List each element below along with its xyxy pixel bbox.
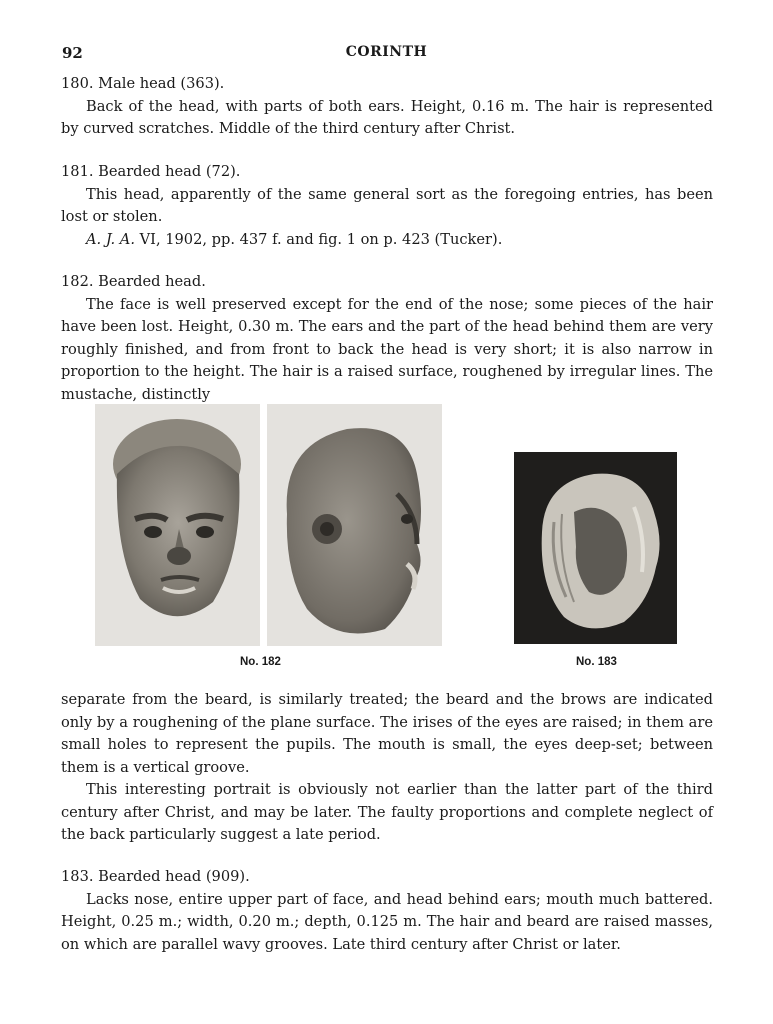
entry-183-text: Lacks nose, entire upper part of face, and head behind ears; mouth much battered. Height, 0.25 m.; width, 0.20 m.; depth, 0.125 m. The hair and beard are raised masses, on which are parallel wavy grooves. Late third century after Christ or later.: [61, 890, 713, 953]
entry-180-title: 180. Male head (363).: [61, 75, 225, 92]
entry-182-text-part3: This interesting portrait is obviously not earlier than the latter part of the third century after Christ, and may be later. The faulty proportions and complete neglect of the back particularly suggest a late period.: [61, 781, 713, 843]
entry-182-text-part1: The face is well preserved except for the end of the nose; some pieces of the hair have been lost. Height, 0.30 m. The ears and the part of the head behind them are very roughly finished, and from front to back the head is very short; it is also narrow in proportion to the height. The hair is a raised surface, roughened by irregular lines. The mustache, distinctly: [61, 295, 713, 403]
entry-181-text: This head, apparently of the same general sort as the foregoing entries, has been lost or stolen.: [61, 185, 713, 225]
entry-182-text-part2: separate from the beard, is similarly treated; the beard and the brows are indicated only by a roughening of the plane surface. The irises of the eyes are raised; in them are small holes to represent the pupils. The mouth is small, the eyes deep-set; between them is a vertical groove.: [61, 691, 713, 776]
entry-181-title: 181. Bearded head (72).: [61, 163, 241, 180]
entry-183: [61, 866, 713, 956]
page-number: 92: [62, 44, 83, 62]
photo-182-front: [95, 404, 260, 646]
caption-no-182: No. 182: [240, 656, 281, 668]
entry-180-text: Back of the head, with parts of both ears. Height, 0.16 m. The hair is represented by curved scratches. Middle of the third century after Christ.: [61, 97, 713, 137]
photo-182-profile: [267, 404, 442, 646]
running-title: CORINTH: [345, 44, 428, 60]
entry-182: [61, 271, 713, 406]
reference-journal: A. J. A.: [86, 230, 135, 248]
entry-182-continued: [61, 689, 713, 847]
photo-183: [514, 452, 677, 644]
entry-183-title: 183. Bearded head (909).: [61, 868, 250, 885]
entry-181: [61, 161, 713, 251]
entry-181-reference: [61, 229, 713, 252]
reference-details: VI, 1902, pp. 437 f. and fig. 1 on p. 423 (Tucker).: [135, 230, 503, 248]
entry-182-title: 182. Bearded head.: [61, 273, 206, 290]
entry-180: [61, 73, 713, 141]
caption-no-183: No. 183: [576, 656, 617, 668]
